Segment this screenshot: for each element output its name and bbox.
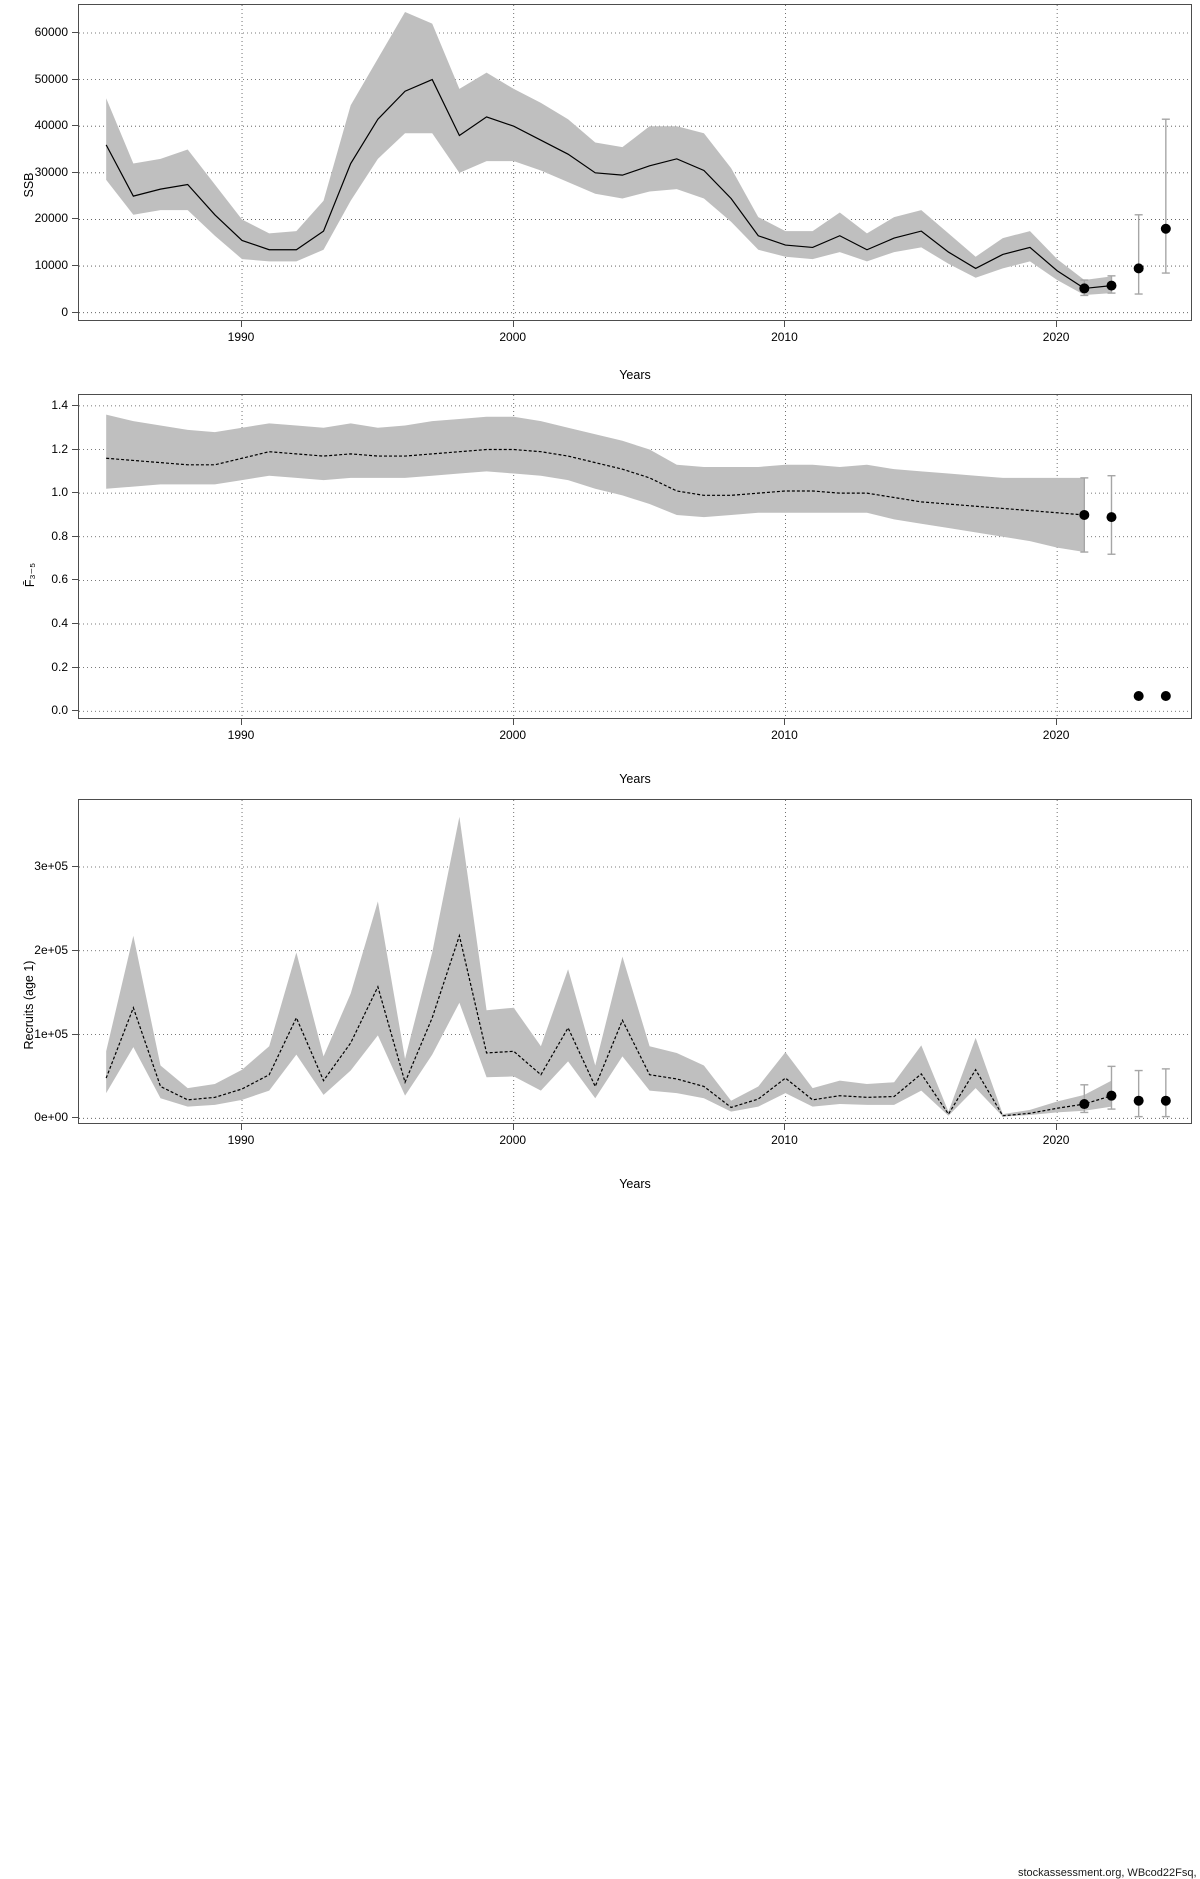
fbar-y-tick-label: 0.0 bbox=[51, 703, 68, 718]
ssb-forecast-point bbox=[1079, 283, 1089, 293]
ssb-y-tick-mark bbox=[72, 172, 78, 173]
fbar-y-tick-mark bbox=[72, 492, 78, 493]
fbar-y-tick-label: 1.2 bbox=[51, 441, 68, 456]
fbar-y-tick-mark bbox=[72, 710, 78, 711]
fbar-x-tick-mark bbox=[513, 719, 514, 725]
fbar-forecast-point bbox=[1134, 691, 1144, 701]
recruits-plot-area bbox=[78, 799, 1192, 1124]
ssb-plot-area bbox=[78, 4, 1192, 321]
fbar-x-tick-label: 2010 bbox=[771, 728, 798, 742]
ssb-y-tick-mark bbox=[72, 32, 78, 33]
ssb-x-tick-label: 2010 bbox=[771, 330, 798, 344]
fbar-forecast-point bbox=[1161, 691, 1171, 701]
ssb-confidence-band bbox=[106, 12, 1111, 295]
recruits-y-axis-label: Recruits (age 1) bbox=[22, 960, 36, 1050]
fbar-y-tick-mark bbox=[72, 405, 78, 406]
ssb-x-tick-mark bbox=[1056, 321, 1057, 327]
recruits-x-tick-mark bbox=[513, 1124, 514, 1130]
fbar-confidence-band bbox=[106, 415, 1084, 552]
watermark-label: stockassessment.org, WBcod22Fsq, bbox=[1018, 1867, 1197, 1879]
recruits-x-axis-label: Years bbox=[619, 1177, 651, 1191]
ssb-x-tick-mark bbox=[241, 321, 242, 327]
fbar-forecast-point bbox=[1106, 512, 1116, 522]
ssb-x-tick-mark bbox=[513, 321, 514, 327]
fbar-y-tick-mark bbox=[72, 667, 78, 668]
ssb-y-tick-label: 10000 bbox=[34, 258, 68, 273]
fbar-x-tick-mark bbox=[784, 719, 785, 725]
recruits-forecast-point bbox=[1161, 1096, 1171, 1106]
ssb-y-tick-label: 20000 bbox=[34, 211, 68, 226]
fbar-y-tick-label: 0.8 bbox=[51, 528, 68, 543]
ssb-forecast-point bbox=[1161, 224, 1171, 234]
ssb-x-tick-label: 1990 bbox=[227, 330, 255, 344]
recruits-y-tick-mark bbox=[72, 866, 78, 867]
recruits-x-tick-mark bbox=[784, 1124, 785, 1130]
fbar-y-tick-label: 1.0 bbox=[51, 485, 68, 500]
fbar-x-tick-label: 1990 bbox=[227, 728, 255, 742]
recruits-x-tick-mark bbox=[241, 1124, 242, 1130]
fbar-x-tick-mark bbox=[241, 719, 242, 725]
panel-fbar bbox=[0, 390, 1200, 795]
fbar-y-tick-mark bbox=[72, 623, 78, 624]
fbar-y-axis-label: F̄₃₋₅ bbox=[23, 562, 37, 588]
recruits-y-tick-label: 3e+05 bbox=[34, 859, 68, 873]
ssb-chart-svg bbox=[79, 5, 1192, 321]
ssb-y-tick-mark bbox=[72, 265, 78, 266]
fbar-x-tick-mark bbox=[1056, 719, 1057, 725]
recruits-y-tick-label: 1e+05 bbox=[34, 1026, 68, 1041]
fbar-x-tick-label: 2000 bbox=[499, 728, 527, 742]
fbar-y-tick-mark bbox=[72, 449, 78, 450]
fbar-y-tick-label: 0.4 bbox=[51, 616, 68, 631]
fbar-forecast-point bbox=[1079, 510, 1089, 520]
fbar-y-tick-mark bbox=[72, 536, 78, 537]
ssb-x-tick-mark bbox=[784, 321, 785, 327]
ssb-y-tick-mark bbox=[72, 79, 78, 80]
panel-ssb bbox=[0, 0, 1200, 390]
recruits-y-tick-label: 2e+05 bbox=[34, 942, 68, 957]
recruits-chart-svg bbox=[79, 800, 1192, 1124]
fbar-y-tick-mark bbox=[72, 579, 78, 580]
recruits-forecast-point bbox=[1079, 1099, 1089, 1109]
ssb-y-tick-label: 30000 bbox=[34, 164, 68, 179]
fbar-y-tick-label: 1.4 bbox=[51, 397, 68, 412]
panel-recruits bbox=[0, 795, 1200, 1879]
ssb-x-axis-label: Years bbox=[619, 368, 651, 382]
ssb-forecast-point bbox=[1106, 281, 1116, 291]
ssb-y-axis-label: SSB bbox=[22, 172, 36, 198]
recruits-y-tick-mark bbox=[72, 1117, 78, 1118]
recruits-y-tick-label: 0e+00 bbox=[34, 1110, 68, 1125]
fbar-y-tick-label: 0.6 bbox=[51, 572, 68, 587]
ssb-y-tick-mark bbox=[72, 125, 78, 126]
recruits-x-tick-label: 1990 bbox=[227, 1133, 255, 1147]
ssb-y-tick-label: 40000 bbox=[34, 118, 68, 133]
ssb-y-tick-mark bbox=[72, 312, 78, 313]
ssb-x-tick-label: 2020 bbox=[1042, 330, 1070, 344]
recruits-x-tick-label: 2020 bbox=[1042, 1133, 1070, 1147]
ssb-forecast-point bbox=[1134, 263, 1144, 273]
fbar-y-tick-label: 0.2 bbox=[51, 659, 68, 674]
recruits-x-tick-mark bbox=[1056, 1124, 1057, 1130]
fbar-x-axis-label: Years bbox=[619, 772, 651, 786]
recruits-forecast-point bbox=[1134, 1096, 1144, 1106]
ssb-y-tick-mark bbox=[72, 218, 78, 219]
recruits-x-tick-label: 2010 bbox=[771, 1133, 798, 1147]
ssb-y-tick-label: 60000 bbox=[34, 24, 68, 39]
recruits-y-tick-mark bbox=[72, 1034, 78, 1035]
ssb-y-tick-label: 0 bbox=[61, 304, 68, 319]
ssb-y-tick-label: 50000 bbox=[34, 71, 68, 86]
fbar-x-tick-label: 2020 bbox=[1042, 728, 1070, 742]
ssb-x-tick-label: 2000 bbox=[499, 330, 527, 344]
fbar-plot-area bbox=[78, 394, 1192, 719]
recruits-x-tick-label: 2000 bbox=[499, 1133, 527, 1147]
fbar-chart-svg bbox=[79, 395, 1192, 719]
recruits-y-tick-mark bbox=[72, 950, 78, 951]
recruits-forecast-point bbox=[1106, 1091, 1116, 1101]
recruits-confidence-band bbox=[106, 817, 1111, 1117]
